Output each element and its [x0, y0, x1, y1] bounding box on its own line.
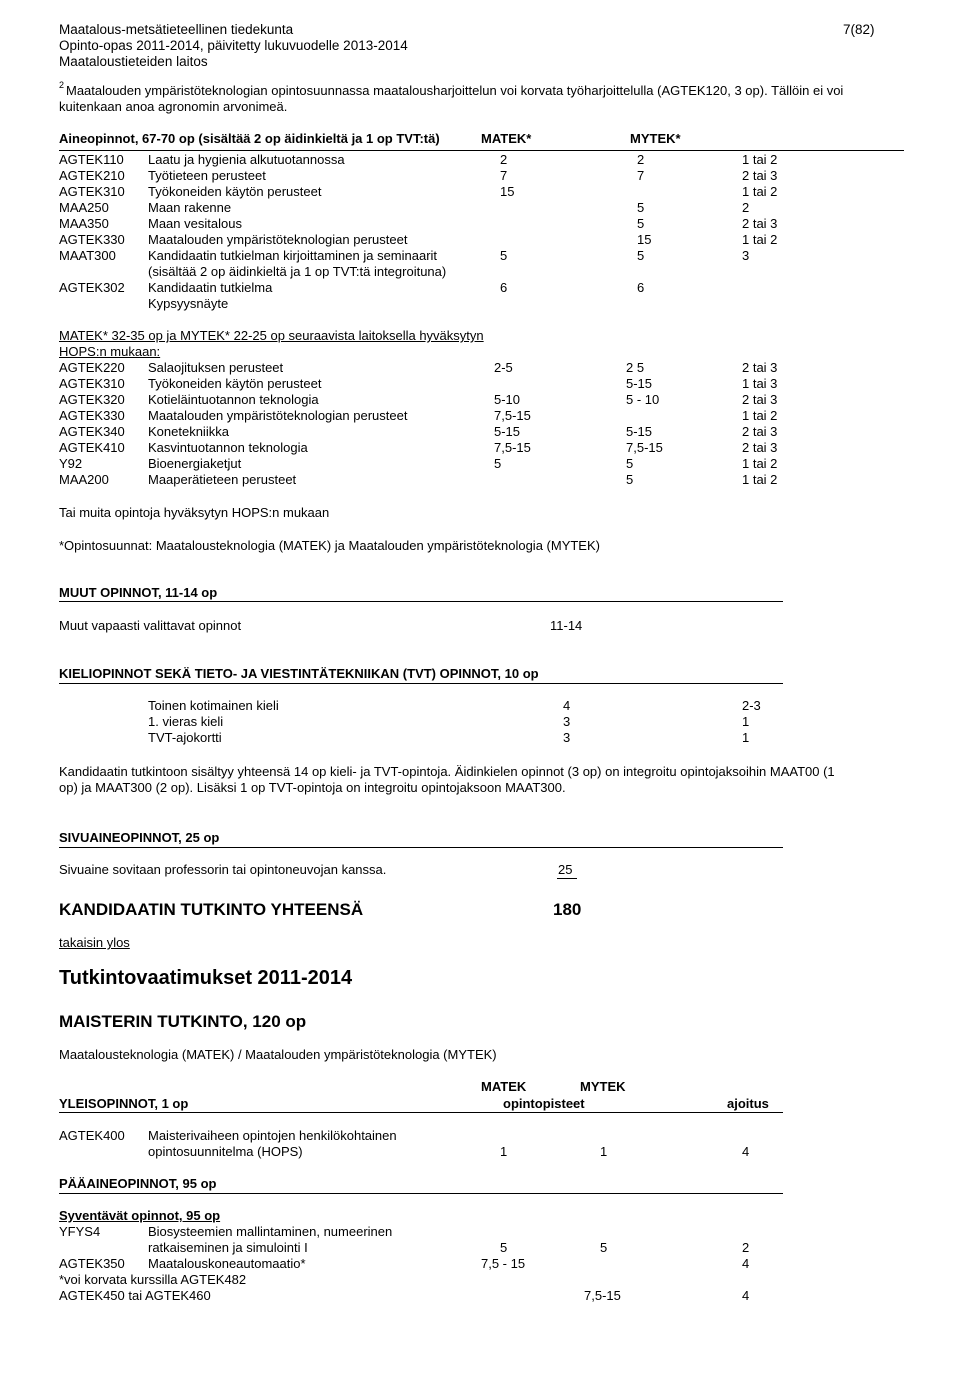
course-name: Konetekniikka [148, 424, 229, 439]
course-code: MAA250 [59, 200, 109, 215]
course-name: Maaperätieteen perusteet [148, 472, 297, 487]
course-name: Kandidaatin tutkielman kirjoittaminen ja seminaarit [148, 248, 438, 263]
course-name: Työtieteen perusteet [148, 168, 266, 183]
course-code: AGTEK110 [59, 152, 124, 167]
course-code: AGTEK340 [59, 424, 125, 439]
timing: 3 [742, 248, 750, 263]
points-header: opintopisteet [503, 1096, 585, 1111]
muut-value: 11-14 [550, 618, 583, 633]
mytek-credits: 15 [637, 232, 652, 247]
language-credits: 3 [563, 730, 571, 745]
divider [59, 601, 783, 602]
language-course-name: TVT-ajokortti [148, 730, 222, 745]
course-code: AGTEK330 [59, 232, 125, 247]
matek-credits: 5 [494, 456, 502, 471]
course-code: MAAT300 [59, 248, 116, 263]
course-name: Kypsyysnäyte [148, 296, 229, 311]
tracks-note: *Opintosuunnat: Maatalousteknologia (MATEK) ja Maatalouden ympäristöteknologia (MYTEK) [59, 538, 600, 553]
timing: 2 tai 3 [742, 168, 778, 183]
matek-credits: 5-15 [494, 424, 521, 439]
divider [59, 150, 904, 151]
timing: 2 tai 3 [742, 392, 778, 407]
sivu-title: SIVUAINEOPINNOT, 25 op [59, 830, 220, 845]
course-name: Maatalouden ympäristöteknologian perusteet [148, 232, 408, 247]
sivu-value: 25 [558, 862, 573, 877]
footnote-mark: 2 [59, 80, 65, 90]
aine-mytek-header: MYTEK* [630, 131, 681, 146]
kieli-title: KIELIOPINNOT SEKÄ TIETO- JA VIESTINTÄTEKNIIKAN (TVT) OPINNOT, 10 op [59, 666, 539, 681]
course-name: Bioenergiaketjut [148, 456, 242, 471]
guide-title: Opinto-opas 2011-2014, päivitetty lukuvuodelle 2013-2014 [59, 38, 408, 53]
yleis-title: YLEISOPINNOT, 1 op [59, 1096, 189, 1111]
timing: 1 [742, 714, 750, 729]
course-name: Maan vesitalous [148, 216, 242, 231]
aine-matek-header: MATEK* [481, 131, 532, 146]
course-code: AGTEK410 [59, 440, 125, 455]
divider [59, 1112, 783, 1113]
master-mytek-header: MYTEK [580, 1079, 626, 1094]
kieli-note-1: Kandidaatin tutkintoon sisältyy yhteensä 14 op kieli- ja TVT-opintoja. Äidinkielen opinnot (3 op) on integroitu opintojaksoihin MAAT00 (1 [59, 764, 835, 779]
mytek-credits: 5 - 10 [626, 392, 660, 407]
syv-r1-name-2: ratkaiseminen ja simulointi I [148, 1240, 308, 1255]
mytek-credits: 5 [637, 200, 645, 215]
muut-title: MUUT OPINNOT, 11-14 op [59, 585, 218, 600]
course-code: AGTEK302 [59, 280, 125, 295]
timing: 1 tai 3 [742, 376, 778, 391]
course-code: AGTEK310 [59, 376, 125, 391]
mytek-credits: 5-15 [626, 376, 653, 391]
hops-name-2: opintosuunnitelma (HOPS) [148, 1144, 303, 1159]
course-code: AGTEK310 [59, 184, 125, 199]
matek-credits: 7,5-15 [494, 408, 531, 423]
mytek-credits: 2 [637, 152, 645, 167]
department-name: Maataloustieteiden laitos [59, 54, 208, 69]
timing: 2 tai 3 [742, 440, 778, 455]
mytek-credits: 2 5 [626, 360, 645, 375]
timing: 2-3 [742, 698, 761, 713]
timing: 2 [742, 200, 750, 215]
mytek-credits: 6 [637, 280, 645, 295]
timing: 2 tai 3 [742, 360, 778, 375]
syv-r1-code: YFYS4 [59, 1224, 101, 1239]
course-name: Kasvintuotannon teknologia [148, 440, 308, 455]
hops-name-1: Maisterivaiheen opintojen henkilökohtainen [148, 1128, 397, 1143]
syv-r2-matek: 7,5 - 15 [481, 1256, 526, 1271]
accepted-intro-2: HOPS:n mukaan: [59, 344, 161, 359]
course-name: Työkoneiden käytön perusteet [148, 184, 322, 199]
course-name: Työkoneiden käytön perusteet [148, 376, 322, 391]
total-value: 180 [553, 900, 582, 919]
course-code: AGTEK330 [59, 408, 125, 423]
course-code: AGTEK210 [59, 168, 125, 183]
timing: 1 tai 2 [742, 152, 778, 167]
syv-r3-mytek: 7,5-15 [584, 1288, 621, 1303]
mytek-credits: 7,5-15 [626, 440, 663, 455]
master-matek-header: MATEK [481, 1079, 527, 1094]
hops-mytek: 1 [600, 1144, 608, 1159]
language-course-name: 1. vieras kieli [148, 714, 224, 729]
timing-header: ajoitus [727, 1096, 769, 1111]
master-subtitle: Maatalousteknologia (MATEK) / Maatalouden ympäristöteknologia (MYTEK) [59, 1047, 497, 1062]
mytek-credits: 5 [626, 472, 634, 487]
timing: 1 tai 2 [742, 472, 778, 487]
divider [59, 847, 783, 848]
timing: 2 tai 3 [742, 216, 778, 231]
course-code: AGTEK220 [59, 360, 125, 375]
mytek-credits: 5 [637, 248, 645, 263]
course-name: Salaojituksen perusteet [148, 360, 284, 375]
matek-credits: 2 [500, 152, 508, 167]
hops-matek: 1 [500, 1144, 508, 1159]
sivu-label: Sivuaine sovitaan professorin tai opintoneuvojan kanssa. [59, 862, 387, 877]
divider [59, 683, 783, 684]
requirements-title: Tutkintovaatimukset 2011-2014 [59, 967, 353, 989]
matek-credits: 15 [500, 184, 515, 199]
timing: 1 tai 2 [742, 456, 778, 471]
back-to-top-link[interactable]: takaisin ylos [59, 935, 130, 950]
syv-r2-name: Maatalouskoneautomaatio* [148, 1256, 306, 1271]
syv-r1-timing: 2 [742, 1240, 750, 1255]
matek-credits: 2-5 [494, 360, 513, 375]
timing: 1 tai 2 [742, 184, 778, 199]
matek-credits: 5-10 [494, 392, 521, 407]
divider [557, 878, 577, 879]
hops-timing: 4 [742, 1144, 750, 1159]
matek-credits: 7 [500, 168, 508, 183]
matek-credits: 7,5-15 [494, 440, 531, 455]
course-name: Laatu ja hygienia alkutuotannossa [148, 152, 345, 167]
syv-r3-code: AGTEK450 tai AGTEK460 [59, 1288, 211, 1303]
syv-r2-code: AGTEK350 [59, 1256, 125, 1271]
matek-credits: 6 [500, 280, 508, 295]
timing: 1 tai 2 [742, 232, 778, 247]
language-course-name: Toinen kotimainen kieli [148, 698, 279, 713]
footnote-line-2: kuitenkaan anoa agronomin arvonimeä. [59, 99, 288, 114]
page-number: 7(82) [843, 22, 875, 37]
course-name: Kandidaatin tutkielma [148, 280, 273, 295]
course-name: Kotieläintuotannon teknologia [148, 392, 319, 407]
master-title: MAISTERIN TUTKINTO, 120 op [59, 1012, 307, 1031]
timing: 1 [742, 730, 750, 745]
mytek-credits: 7 [637, 168, 645, 183]
timing: 1 tai 2 [742, 408, 778, 423]
course-code: MAA200 [59, 472, 109, 487]
kieli-note-2: op) ja MAAT300 (2 op). Lisäksi 1 op TVT-opintoja on integroitu opintojaksoon MAAT300. [59, 780, 566, 795]
course-name: Maan rakenne [148, 200, 232, 215]
syv-r1-name-1: Biosysteemien mallintaminen, numeerinen [148, 1224, 393, 1239]
mytek-credits: 5 [626, 456, 634, 471]
syv-r3-timing: 4 [742, 1288, 750, 1303]
mytek-credits: 5 [637, 216, 645, 231]
language-credits: 4 [563, 698, 571, 713]
course-code: AGTEK320 [59, 392, 125, 407]
syv-r1-matek: 5 [500, 1240, 508, 1255]
hops-code: AGTEK400 [59, 1128, 125, 1143]
timing: 2 tai 3 [742, 424, 778, 439]
footnote-line-1: Maatalouden ympäristöteknologian opintosuunnassa maatalousharjoittelun voi korvata työharjoittelulla (AGTEK120, 3 op). Tällöin ei voi [66, 83, 844, 98]
course-name: (sisältää 2 op äidinkieltä ja 1 op TVT:tä integroituna) [148, 264, 447, 279]
syv-note: *voi korvata kurssilla AGTEK482 [59, 1272, 247, 1287]
course-name: Maatalouden ympäristöteknologian perusteet [148, 408, 408, 423]
paa-title: PÄÄAINEOPINNOT, 95 op [59, 1176, 217, 1191]
faculty-name: Maatalous-metsätieteellinen tiedekunta [59, 22, 294, 37]
syv-r2-timing: 4 [742, 1256, 750, 1271]
syv-r1-mytek: 5 [600, 1240, 608, 1255]
language-credits: 3 [563, 714, 571, 729]
course-code: MAA350 [59, 216, 109, 231]
course-code: Y92 [59, 456, 83, 471]
mytek-credits: 5-15 [626, 424, 653, 439]
other-studies-note: Tai muita opintoja hyväksytyn HOPS:n mukaan [59, 505, 330, 520]
aine-title: Aineopinnot, 67-70 op (sisältää 2 op äidinkieltä ja 1 op TVT:tä) [59, 131, 440, 146]
matek-credits: 5 [500, 248, 508, 263]
divider [59, 1193, 783, 1194]
accepted-intro-1: MATEK* 32-35 op ja MYTEK* 22-25 op seuraavista laitoksella hyväksytyn [59, 328, 484, 343]
total-label: KANDIDAATIN TUTKINTO YHTEENSÄ [59, 900, 364, 919]
muut-label: Muut vapaasti valittavat opinnot [59, 618, 242, 633]
syv-title: Syventävät opinnot, 95 op [59, 1208, 221, 1223]
